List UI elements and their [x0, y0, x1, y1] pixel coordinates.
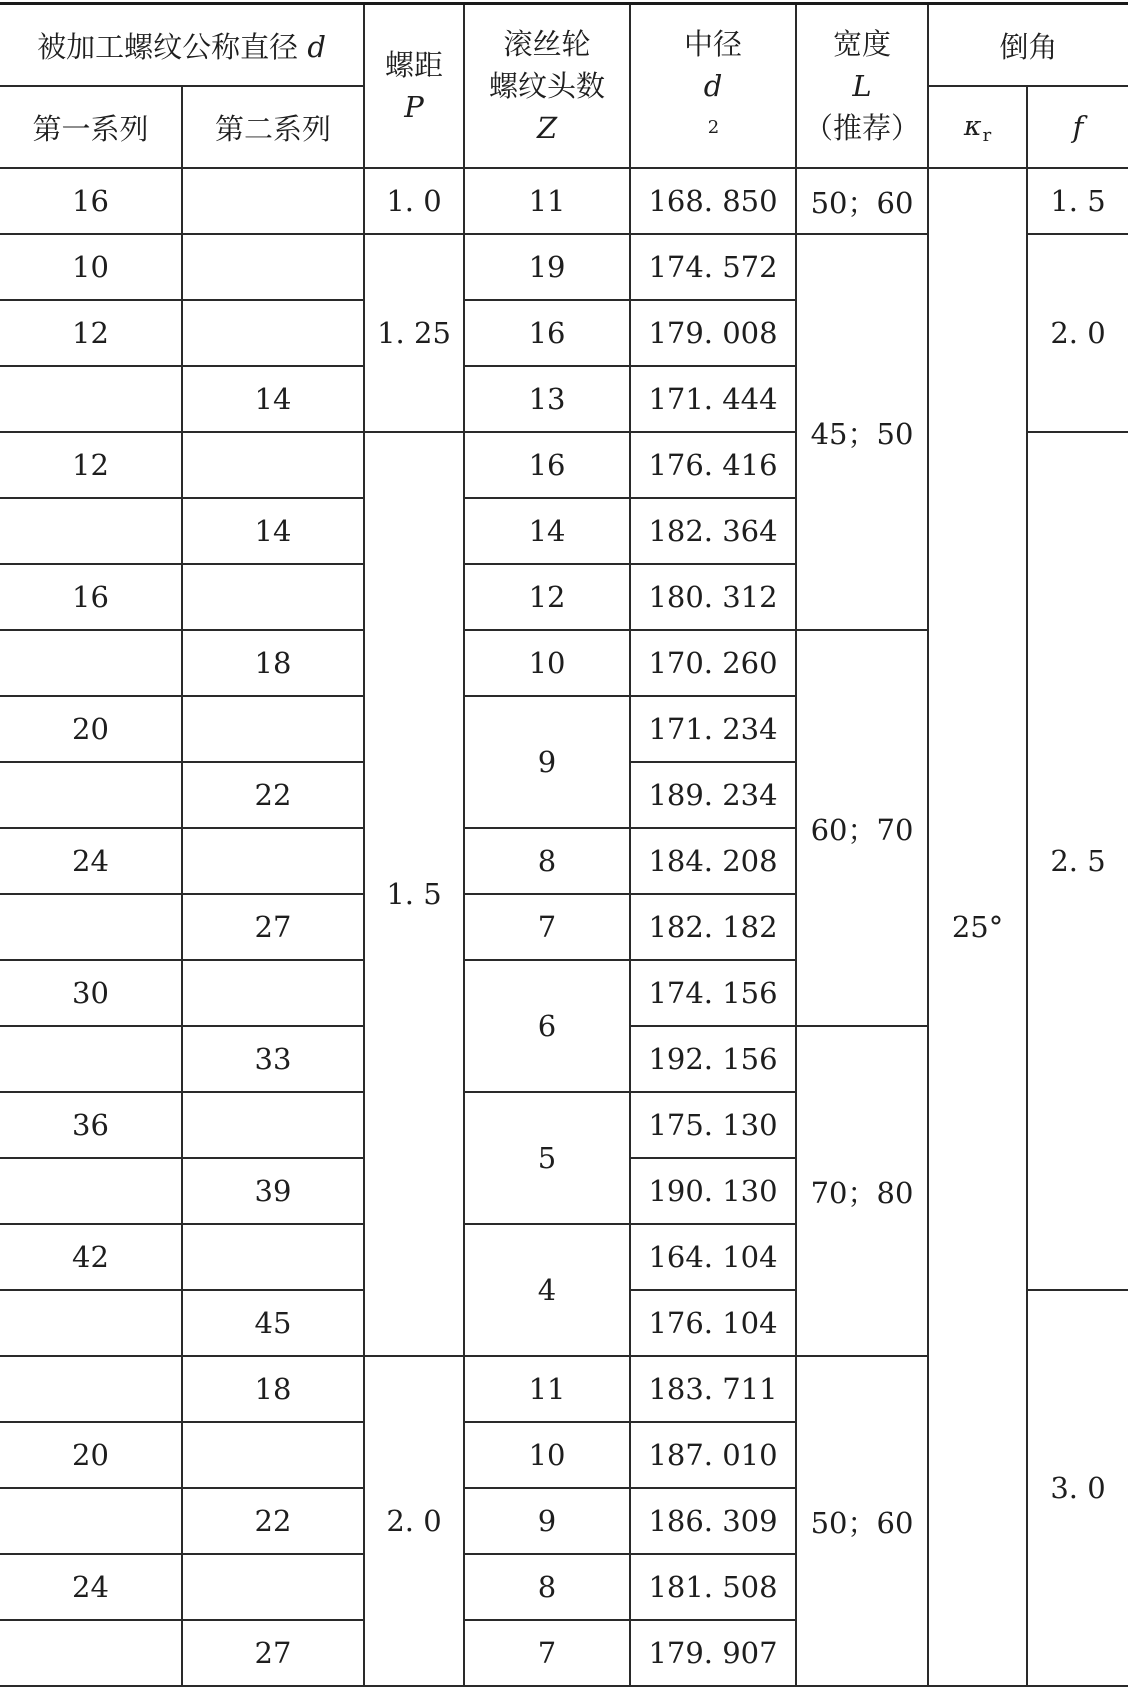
- series2-cell: [182, 564, 364, 630]
- series1-cell: [0, 630, 182, 696]
- series1-cell: [0, 1356, 182, 1422]
- series1-cell: 24: [0, 1554, 182, 1620]
- pitch-cell: 1. 5: [364, 432, 464, 1356]
- table-row: [0, 168, 1128, 234]
- series2-cell: 45: [182, 1290, 364, 1356]
- pitch-diameter-header: 中径 d 2: [630, 4, 796, 169]
- series1-cell: 10: [0, 234, 182, 300]
- pitch-diameter-cell: 187. 010: [630, 1422, 796, 1488]
- series2-cell: [182, 696, 364, 762]
- starts-cell: 9: [464, 1488, 630, 1554]
- starts-cell: 16: [464, 300, 630, 366]
- f-header: f: [1027, 86, 1128, 168]
- series2-cell: [182, 828, 364, 894]
- pitch-diameter-cell: 179. 907: [630, 1620, 796, 1686]
- series2-cell: 27: [182, 894, 364, 960]
- kappa-cell: 25°: [928, 168, 1027, 1686]
- pitch-diameter-cell: 171. 444: [630, 366, 796, 432]
- starts-cell: 8: [464, 1554, 630, 1620]
- pitch-diameter-cell: 184. 208: [630, 828, 796, 894]
- width-header: 宽度 L （推荐）: [796, 4, 928, 169]
- series2-cell: 18: [182, 1356, 364, 1422]
- starts-cell: 10: [464, 630, 630, 696]
- pitch-diameter-cell: 179. 008: [630, 300, 796, 366]
- series2-cell: 39: [182, 1158, 364, 1224]
- starts-cell: 19: [464, 234, 630, 300]
- pitch-header: 螺距 P: [364, 4, 464, 169]
- f-cell: 2. 0: [1027, 234, 1128, 432]
- pitch-diameter-cell: 170. 260: [630, 630, 796, 696]
- series1-cell: [0, 366, 182, 432]
- series1-cell: [0, 1026, 182, 1092]
- starts-cell: 11: [464, 168, 630, 234]
- series2-cell: [182, 300, 364, 366]
- series1-cell: 36: [0, 1092, 182, 1158]
- pitch-diameter-cell: 174. 156: [630, 960, 796, 1026]
- series1-cell: 12: [0, 432, 182, 498]
- starts-cell: 11: [464, 1356, 630, 1422]
- pitch-diameter-cell: 168. 850: [630, 168, 796, 234]
- series2-header: 第二系列: [182, 86, 364, 168]
- starts-cell: 12: [464, 564, 630, 630]
- series2-cell: 14: [182, 498, 364, 564]
- series1-cell: 20: [0, 696, 182, 762]
- starts-cell: 10: [464, 1422, 630, 1488]
- pitch-diameter-cell: 182. 364: [630, 498, 796, 564]
- f-cell: 3. 0: [1027, 1290, 1128, 1686]
- nominal-diameter-header: 被加工螺纹公称直径 d: [0, 4, 364, 87]
- series1-cell: [0, 894, 182, 960]
- series1-cell: 30: [0, 960, 182, 1026]
- series2-cell: [182, 1092, 364, 1158]
- pitch-diameter-cell: 183. 711: [630, 1356, 796, 1422]
- series1-cell: 24: [0, 828, 182, 894]
- series1-cell: [0, 1158, 182, 1224]
- series2-cell: [182, 1422, 364, 1488]
- width-cell: 70；80: [796, 1026, 928, 1356]
- pitch-diameter-cell: 176. 416: [630, 432, 796, 498]
- pitch-diameter-cell: 186. 309: [630, 1488, 796, 1554]
- starts-cell: 16: [464, 432, 630, 498]
- series2-cell: 14: [182, 366, 364, 432]
- pitch-diameter-cell: 176. 104: [630, 1290, 796, 1356]
- starts-cell: 14: [464, 498, 630, 564]
- series1-cell: 16: [0, 168, 182, 234]
- series1-cell: 20: [0, 1422, 182, 1488]
- width-cell: 60；70: [796, 630, 928, 1026]
- series1-cell: [0, 762, 182, 828]
- pitch-diameter-cell: 181. 508: [630, 1554, 796, 1620]
- starts-cell: 13: [464, 366, 630, 432]
- starts-cell: 4: [464, 1224, 630, 1356]
- series1-cell: 16: [0, 564, 182, 630]
- series1-cell: [0, 498, 182, 564]
- series2-cell: [182, 1554, 364, 1620]
- starts-cell: 5: [464, 1092, 630, 1224]
- starts-cell: 9: [464, 696, 630, 828]
- header-row-1: [0, 4, 1128, 87]
- kappa-header: $\kappa_r$: [928, 86, 1027, 168]
- pitch-diameter-cell: 174. 572: [630, 234, 796, 300]
- pitch-diameter-cell: 190. 130: [630, 1158, 796, 1224]
- thread-rolling-wheel-table: [0, 2, 1128, 1687]
- pitch-diameter-cell: 192. 156: [630, 1026, 796, 1092]
- thread-starts-header: 滚丝轮 螺纹头数 Z: [464, 4, 630, 169]
- series2-cell: [182, 168, 364, 234]
- series1-cell: [0, 1290, 182, 1356]
- pitch-diameter-cell: 175. 130: [630, 1092, 796, 1158]
- series2-cell: [182, 960, 364, 1026]
- series1-cell: 12: [0, 300, 182, 366]
- starts-cell: 7: [464, 1620, 630, 1686]
- f-cell: 1. 5: [1027, 168, 1128, 234]
- series2-cell: 33: [182, 1026, 364, 1092]
- pitch-diameter-cell: 171. 234: [630, 696, 796, 762]
- series2-cell: 22: [182, 1488, 364, 1554]
- series2-cell: 27: [182, 1620, 364, 1686]
- series2-cell: 22: [182, 762, 364, 828]
- pitch-diameter-cell: 180. 312: [630, 564, 796, 630]
- width-cell: 50；60: [796, 1356, 928, 1686]
- starts-cell: 7: [464, 894, 630, 960]
- width-cell: 50；60: [796, 168, 928, 234]
- series1-cell: 42: [0, 1224, 182, 1290]
- series1-header: 第一系列: [0, 86, 182, 168]
- pitch-cell: 2. 0: [364, 1356, 464, 1686]
- f-cell: 2. 5: [1027, 432, 1128, 1290]
- starts-cell: 6: [464, 960, 630, 1092]
- series2-cell: [182, 234, 364, 300]
- series1-cell: [0, 1488, 182, 1554]
- series1-cell: [0, 1620, 182, 1686]
- pitch-cell: 1. 25: [364, 234, 464, 432]
- series2-cell: [182, 1224, 364, 1290]
- starts-cell: 8: [464, 828, 630, 894]
- pitch-cell: 1. 0: [364, 168, 464, 234]
- chamfer-header: 倒角: [928, 4, 1128, 87]
- series2-cell: 18: [182, 630, 364, 696]
- pitch-diameter-cell: 182. 182: [630, 894, 796, 960]
- pitch-diameter-cell: 164. 104: [630, 1224, 796, 1290]
- pitch-diameter-cell: 189. 234: [630, 762, 796, 828]
- width-cell: 45；50: [796, 234, 928, 630]
- series2-cell: [182, 432, 364, 498]
